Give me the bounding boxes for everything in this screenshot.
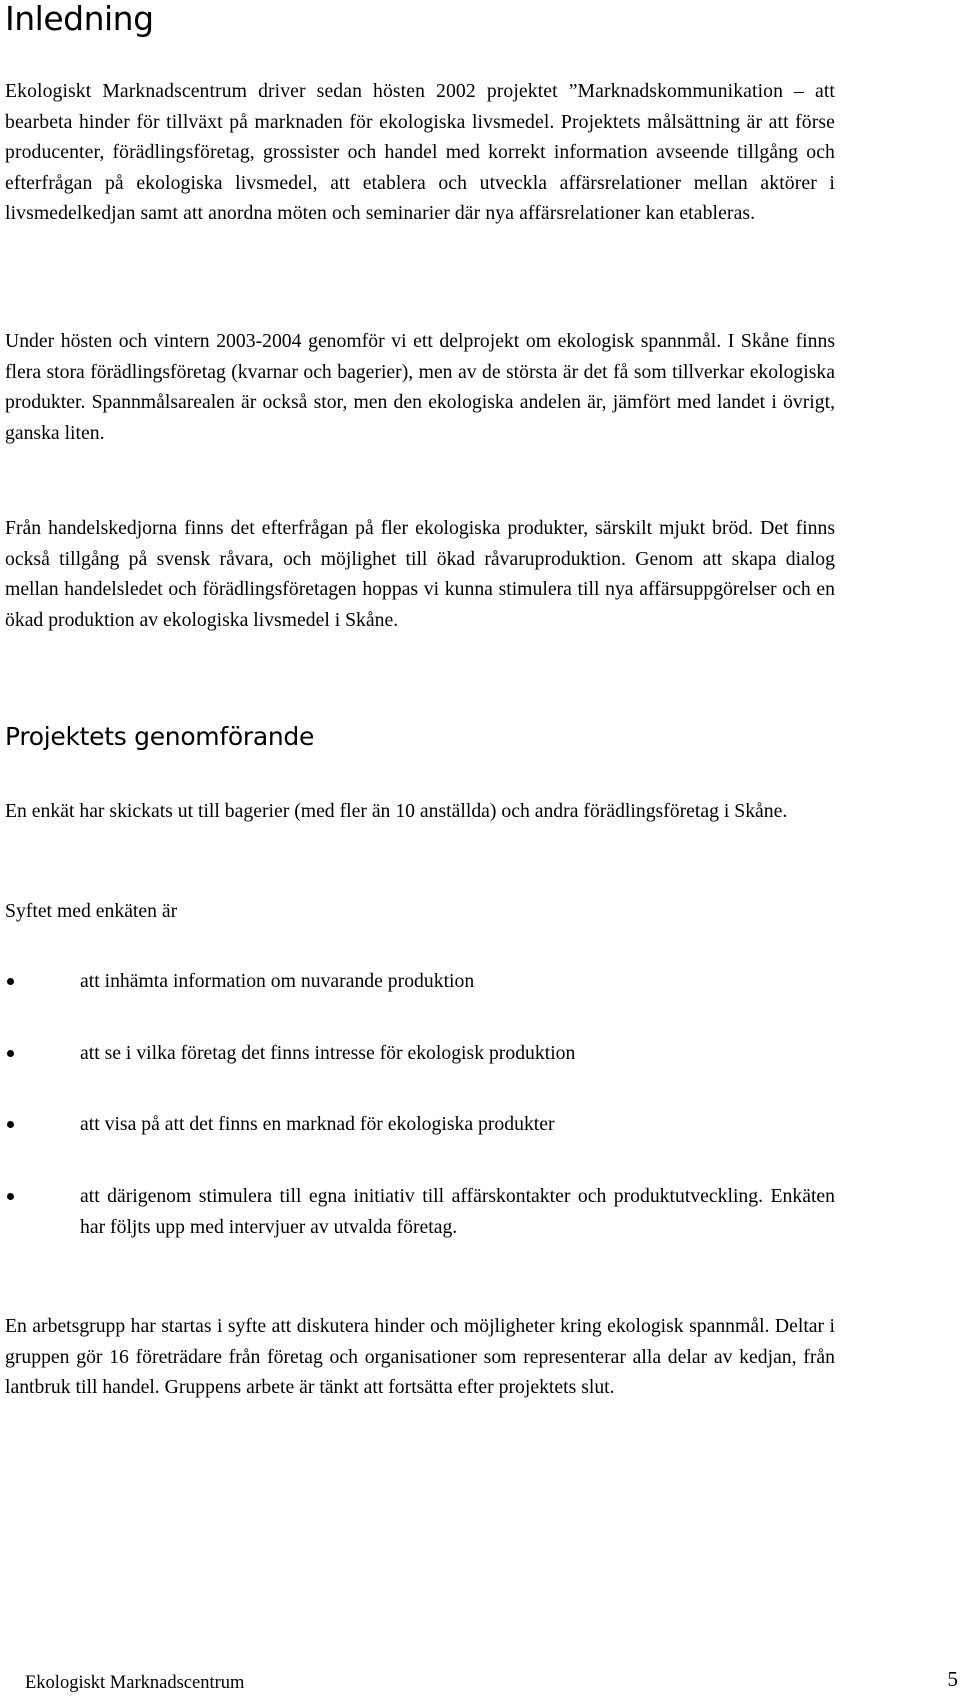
footer-organization: Ekologiskt Marknadscentrum bbox=[25, 1673, 245, 1693]
intro-paragraph-1: Ekologiskt Marknadscentrum driver sedan hösten 2002 projektet ”Marknadskommunikation – att bearbeta hinder för tillväxt på marknaden för ekologiska livsmedel. Projektets målsättning är att förse producenter, förädlingsföretag, grossister och handel med korrekt information avseende tillgång och efterfrågan på ekologiska livsmedel, att etablera och utveckla affärsrelationer mellan aktörer i livsmedelkedjan samt att anordna möten och seminarier där nya affärsrelationer kan etableras. bbox=[5, 80, 835, 224]
intro-paragraph-2: Under hösten och vintern 2003-2004 genomför vi ett delprojekt om ekologisk spannmål. I Skåne finns flera stora förädlingsföretag (kvarnar och bagerier), men av de största är det få som tillverkar ekologiska produkter. Spannmålsarealen är också stor, men den ekologiska andelen är, jämfört med landet i övrigt, ganska liten. bbox=[5, 330, 835, 444]
bullet-text: att se i vilka företag det finns intresse för ekologisk produktion bbox=[80, 1042, 576, 1064]
bullet-icon bbox=[7, 1193, 14, 1200]
purpose-label: Syftet med enkäten är bbox=[5, 900, 178, 922]
heading-inledning: Inledning bbox=[5, 0, 154, 38]
bullet-icon bbox=[7, 978, 14, 985]
bullet-icon bbox=[7, 1121, 14, 1128]
project-paragraph-2: En arbetsgrupp har startas i syfte att diskutera hinder och möjligheter kring ekologisk spannmål. Deltar i gruppen gör 16 företrädare från företag och organisationer som representerar alla delar av kedjan, från lantbruk till handel. Gruppens arbete är tänkt att fortsätta efter projektets slut. bbox=[5, 1315, 835, 1398]
bullet-text: att inhämta information om nuvarande produktion bbox=[80, 970, 475, 992]
bullet-icon bbox=[7, 1050, 14, 1057]
bullet-text: att visa på att det finns en marknad för ekologiska produkter bbox=[80, 1113, 555, 1135]
intro-paragraph-3: Från handelskedjorna finns det efterfrågan på fler ekologiska produkter, särskilt mjukt bröd. Det finns också tillgång på svensk råvara, och möjlighet till ökad råvaruproduktion. Genom att skapa dialog mellan handelsledet och förädlingsföretagen hoppas vi kunna stimulera till nya affärsuppgörelser och en ökad produktion av ekologiska livsmedel i Skåne. bbox=[5, 517, 835, 631]
page-number: 5 bbox=[947, 1667, 958, 1691]
project-paragraph-1: En enkät har skickats ut till bagerier (med fler än 10 anställda) och andra förädlingsföretag i Skåne. bbox=[5, 800, 788, 822]
heading-projektets-genomforande: Projektets genomförande bbox=[5, 722, 315, 751]
bullet-text: att därigenom stimulera till egna initiativ till affärskontakter och produktutveckling. Enkäten har följts upp med intervjuer av utvalda företag. bbox=[80, 1185, 835, 1238]
